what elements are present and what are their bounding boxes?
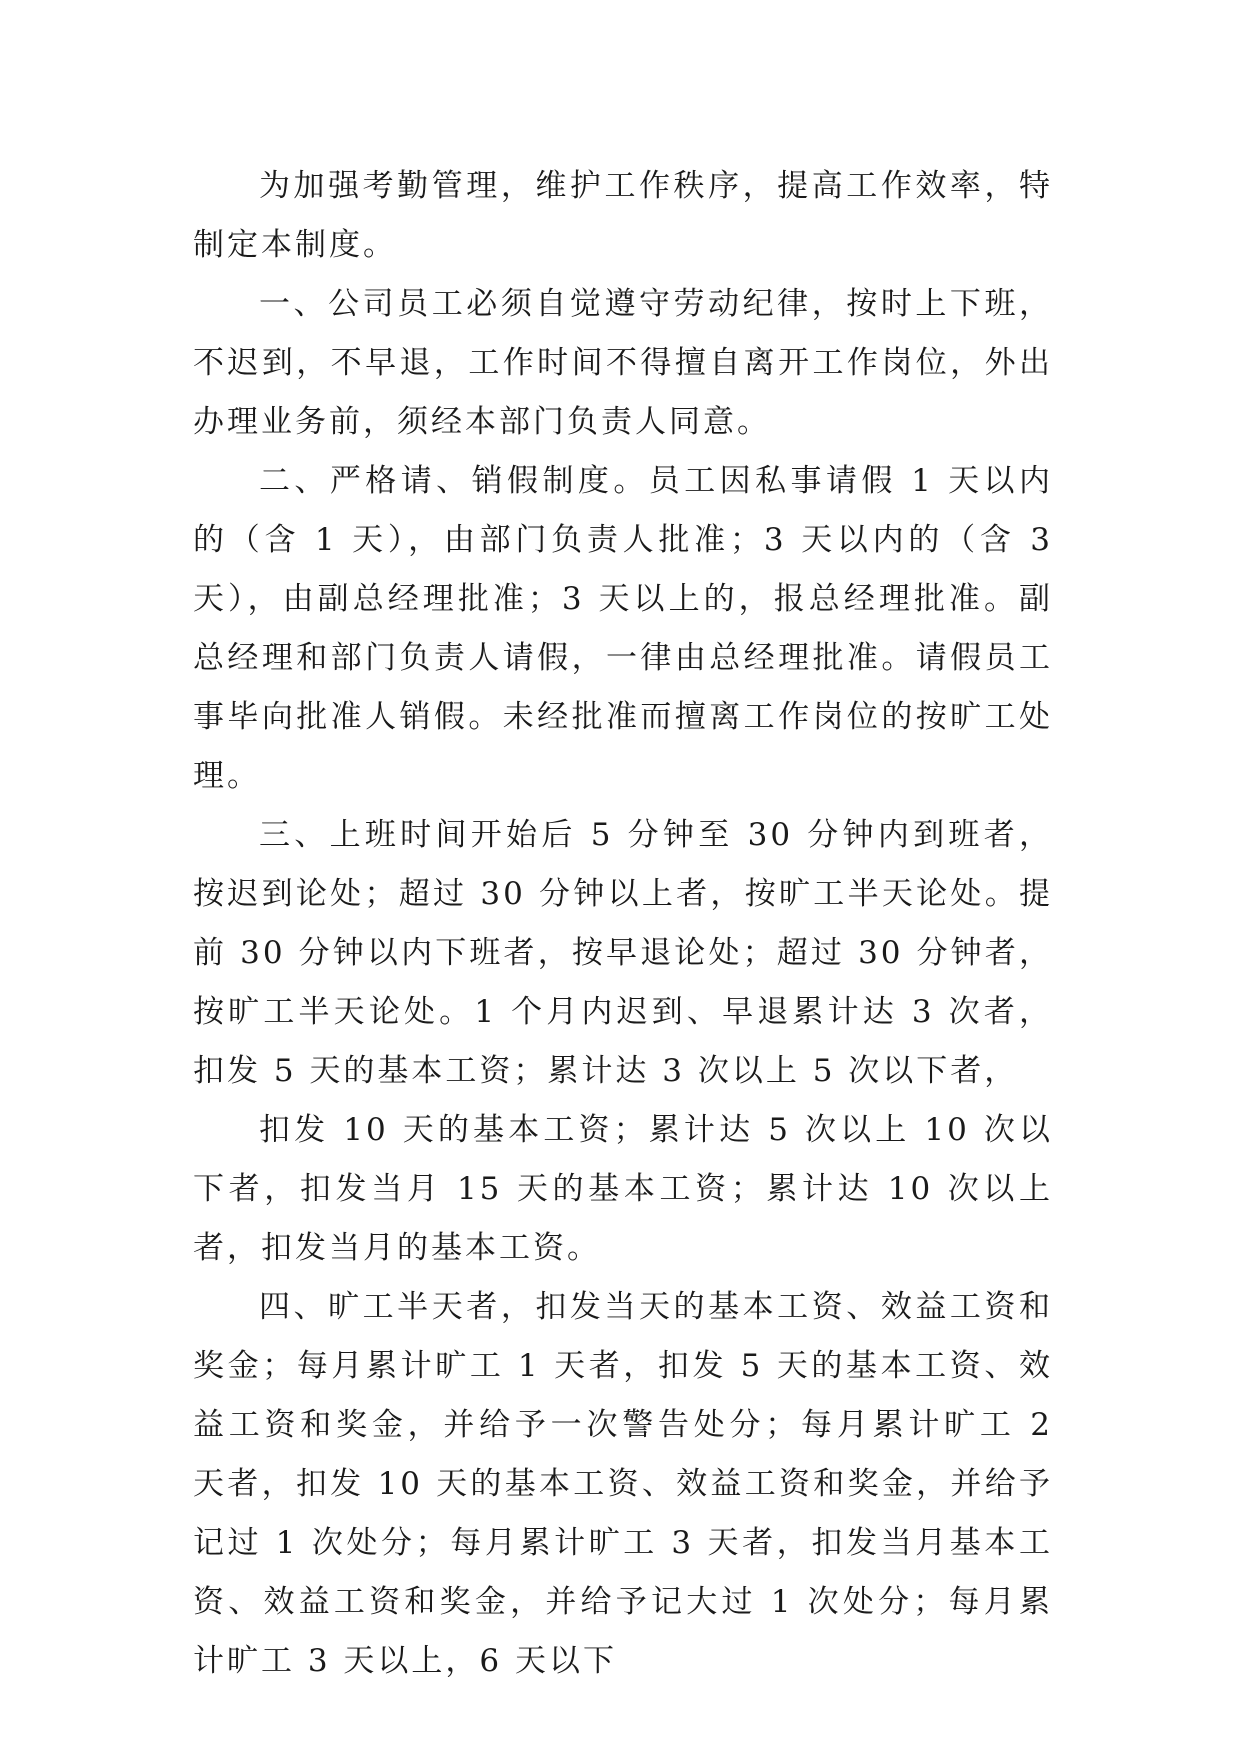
paragraph-clause-4: 四、旷工半天者，扣发当天的基本工资、效益工资和奖金；每月累计旷工 1 天者，扣发 5 天的基本工资、效益工资和奖金，并给予一次警告处分；每月累计旷工 2 天者，扣发 10 天的基本工资、效益工资和奖金，并给予记过 1 次处分；每月累计旷工 3 天者，扣发当月基本工资、效益工资和奖金，并给予记大过 1 次处分；每月累计旷工 3 天以上，6 天以下: [193, 1289, 1053, 1679]
paragraph-clause-2: 二、严格请、销假制度。员工因私事请假 1 天以内的（含 1 天），由部门负责人批准；3 天以内的（含 3 天），由副总经理批准；3 天以上的，报总经理批准。副总经理和部门负责人请假，一律由总经理批准。请假员工事毕向批准人销假。未经批准而擅离工作岗位的按旷工处理。: [193, 463, 1053, 794]
paragraph-intro: 为加强考勤管理，维护工作秩序，提高工作效率，特制定本制度。: [193, 168, 1053, 263]
paragraph-clause-1: 一、公司员工必须自觉遵守劳动纪律，按时上下班，不迟到，不早退，工作时间不得擅自离开工作岗位，外出办理业务前，须经本部门负责人同意。: [193, 286, 1053, 440]
document-body: [193, 157, 1053, 1691]
paragraph-clause-3: 三、上班时间开始后 5 分钟至 30 分钟内到班者，按迟到论处；超过 30 分钟以上者，按旷工半天论处。提前 30 分钟以内下班者，按早退论处；超过 30 分钟者，按旷工半天论处。1 个月内迟到、早退累计达 3 次者，扣发 5 天的基本工资；累计达 3 次以上 5 次以下者，: [193, 817, 1053, 1089]
paragraph-clause-3-continued: 扣发 10 天的基本工资；累计达 5 次以上 10 次以下者，扣发当月 15 天的基本工资；累计达 10 次以上者，扣发当月的基本工资。: [193, 1112, 1053, 1266]
